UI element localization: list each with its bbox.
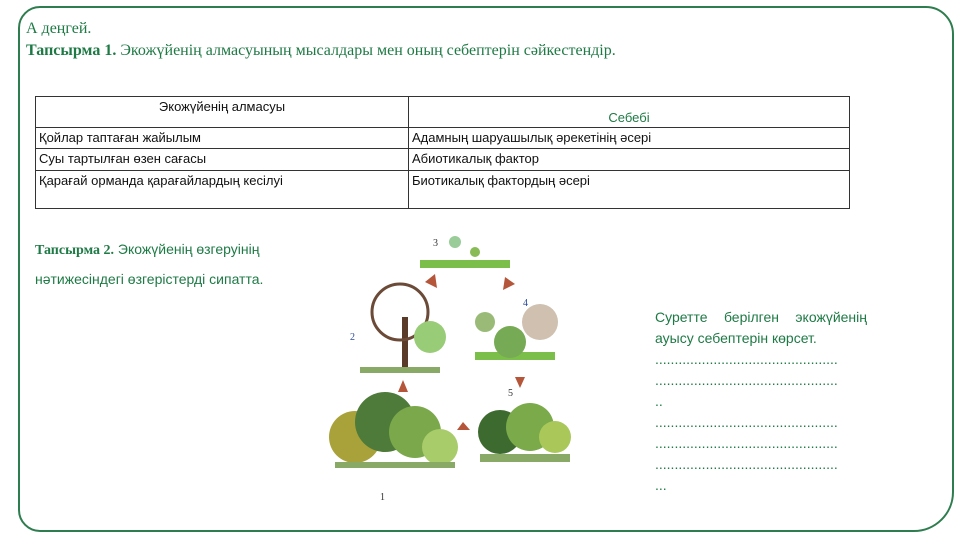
task2-heading: Тапсырма 2. Экожүйенің өзгеруінің нәтижесіндегі өзгерістерді сипатта. bbox=[35, 241, 264, 287]
table-row: Суы тартылған өзен сағасы Абиотикалық фактор bbox=[36, 149, 850, 171]
stage-number: 1 bbox=[380, 492, 385, 503]
answer-line: ............................................... bbox=[655, 456, 838, 472]
arrow-icon bbox=[425, 274, 437, 288]
stage-1-forest bbox=[329, 392, 458, 468]
header-cell: Экожүйенің алмасуы bbox=[36, 97, 409, 128]
arrow-icon bbox=[398, 380, 408, 392]
answer-line: ............................................... bbox=[655, 351, 838, 367]
header-cell: Себебі bbox=[409, 97, 850, 128]
arrow-icon bbox=[515, 377, 525, 388]
answer-line: ... bbox=[655, 477, 667, 493]
stage-number: 3 bbox=[433, 238, 438, 249]
side-task bbox=[655, 307, 867, 496]
answer-line: ............................................... bbox=[655, 414, 838, 430]
stage-number: 5 bbox=[508, 388, 513, 399]
answer-line: ............................................... bbox=[655, 372, 838, 388]
answer-line: .. bbox=[655, 393, 663, 409]
stage-5-forest bbox=[478, 403, 571, 462]
succession-illustration bbox=[325, 222, 585, 507]
slide-title bbox=[26, 18, 616, 62]
table-row: Қарағай орманда қарағайлардың кесілуі Биотикалық фактордың әсері bbox=[36, 171, 850, 209]
stage-number: 4 bbox=[523, 298, 528, 309]
matching-table bbox=[35, 96, 850, 209]
side-prompt: Суретте берілген экожүйенің ауысу себептерін көрсет. bbox=[655, 309, 867, 346]
arrow-icon bbox=[457, 422, 470, 430]
stage-2-trees bbox=[360, 284, 446, 373]
stage-4-trees bbox=[475, 304, 558, 360]
stage-number: 2 bbox=[350, 332, 355, 343]
table-row: Қойлар таптаған жайылым Адамның шаруашылық әрекетінің әсері bbox=[36, 128, 850, 149]
answer-line: ............................................... bbox=[655, 435, 838, 451]
arrow-icon bbox=[503, 277, 515, 290]
task1-heading: Тапсырма 1. Экожүйенің алмасуының мысалдары мен оның себептерін сәйкестендір. bbox=[26, 42, 616, 59]
level-heading: А деңгей. bbox=[26, 20, 92, 37]
